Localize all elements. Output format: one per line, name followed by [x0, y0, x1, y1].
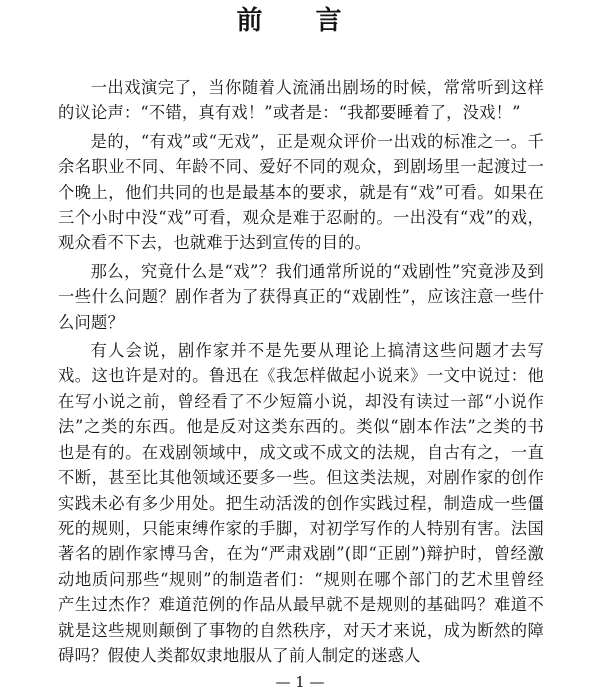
paragraph: 是的，“有戏”或“无戏”，正是观众评价一出戏的标准之一。千余名职业不同、年龄不同、爱好不同的观众，到剧场里一起渡过一个晚上，他们共同的也是最基本的要求，就是有“戏”可看。如果在三个小时中没“戏”可看，观众是难于忍耐的。一出没有“戏”的戏，观众看不下去，也就难于达到宣传的目的。: [58, 131, 544, 253]
body-text: [58, 75, 544, 671]
paragraph: 那么，究竟什么是“戏”？我们通常所说的“戏剧性”究竟涉及到一些什么问题？剧作者为了获得真正的“戏剧性”，应该注意一些什么问题？: [58, 261, 544, 332]
page-title: 前 言: [236, 6, 364, 36]
paragraph: 一出戏演完了，当你随着人流涌出剧场的时候，常常听到这样的议论声：“不错，真有戏！”或者是：“我都要睡着了，没戏！”: [58, 78, 544, 123]
page-number: — 1 —: [275, 673, 325, 691]
paragraph: 有人会说，剧作家并不是先要从理论上搞清这些问题才去写戏。这也许是对的。鲁迅在《我怎样做起小说来》一文中说过：他在写小说之前，曾经看了不少短篇小说，却没有读过一部“小说作法”之类的东西。他是反对这类东西的。类似“剧本作法”之类的书也是有的。在戏剧领域中，成文或不成文的法规，自古有之，一直不断，甚至比其他领域还要多一些。但这类法规，对剧作家的创作实践未必有多少用处。把生动活泼的创作实践过程，制造成一些僵死的规则，只能束缚作家的手脚，对初学写作的人特别有害。法国著名的剧作家博马舍，在为“严肃戏剧”(即“正剧”)辩护时，曾经激动地质问那些“规则”的制造者们：“规则在哪个部门的艺术里曾经产生过杰作？难道范例的作品从最早就不是规则的基础吗？难道不就是这些规则颠倒了事物的自然秩序，对天才来说，成为断然的障碍吗？假使人类都奴隶地服从了前人制定的迷惑人: [58, 341, 544, 665]
